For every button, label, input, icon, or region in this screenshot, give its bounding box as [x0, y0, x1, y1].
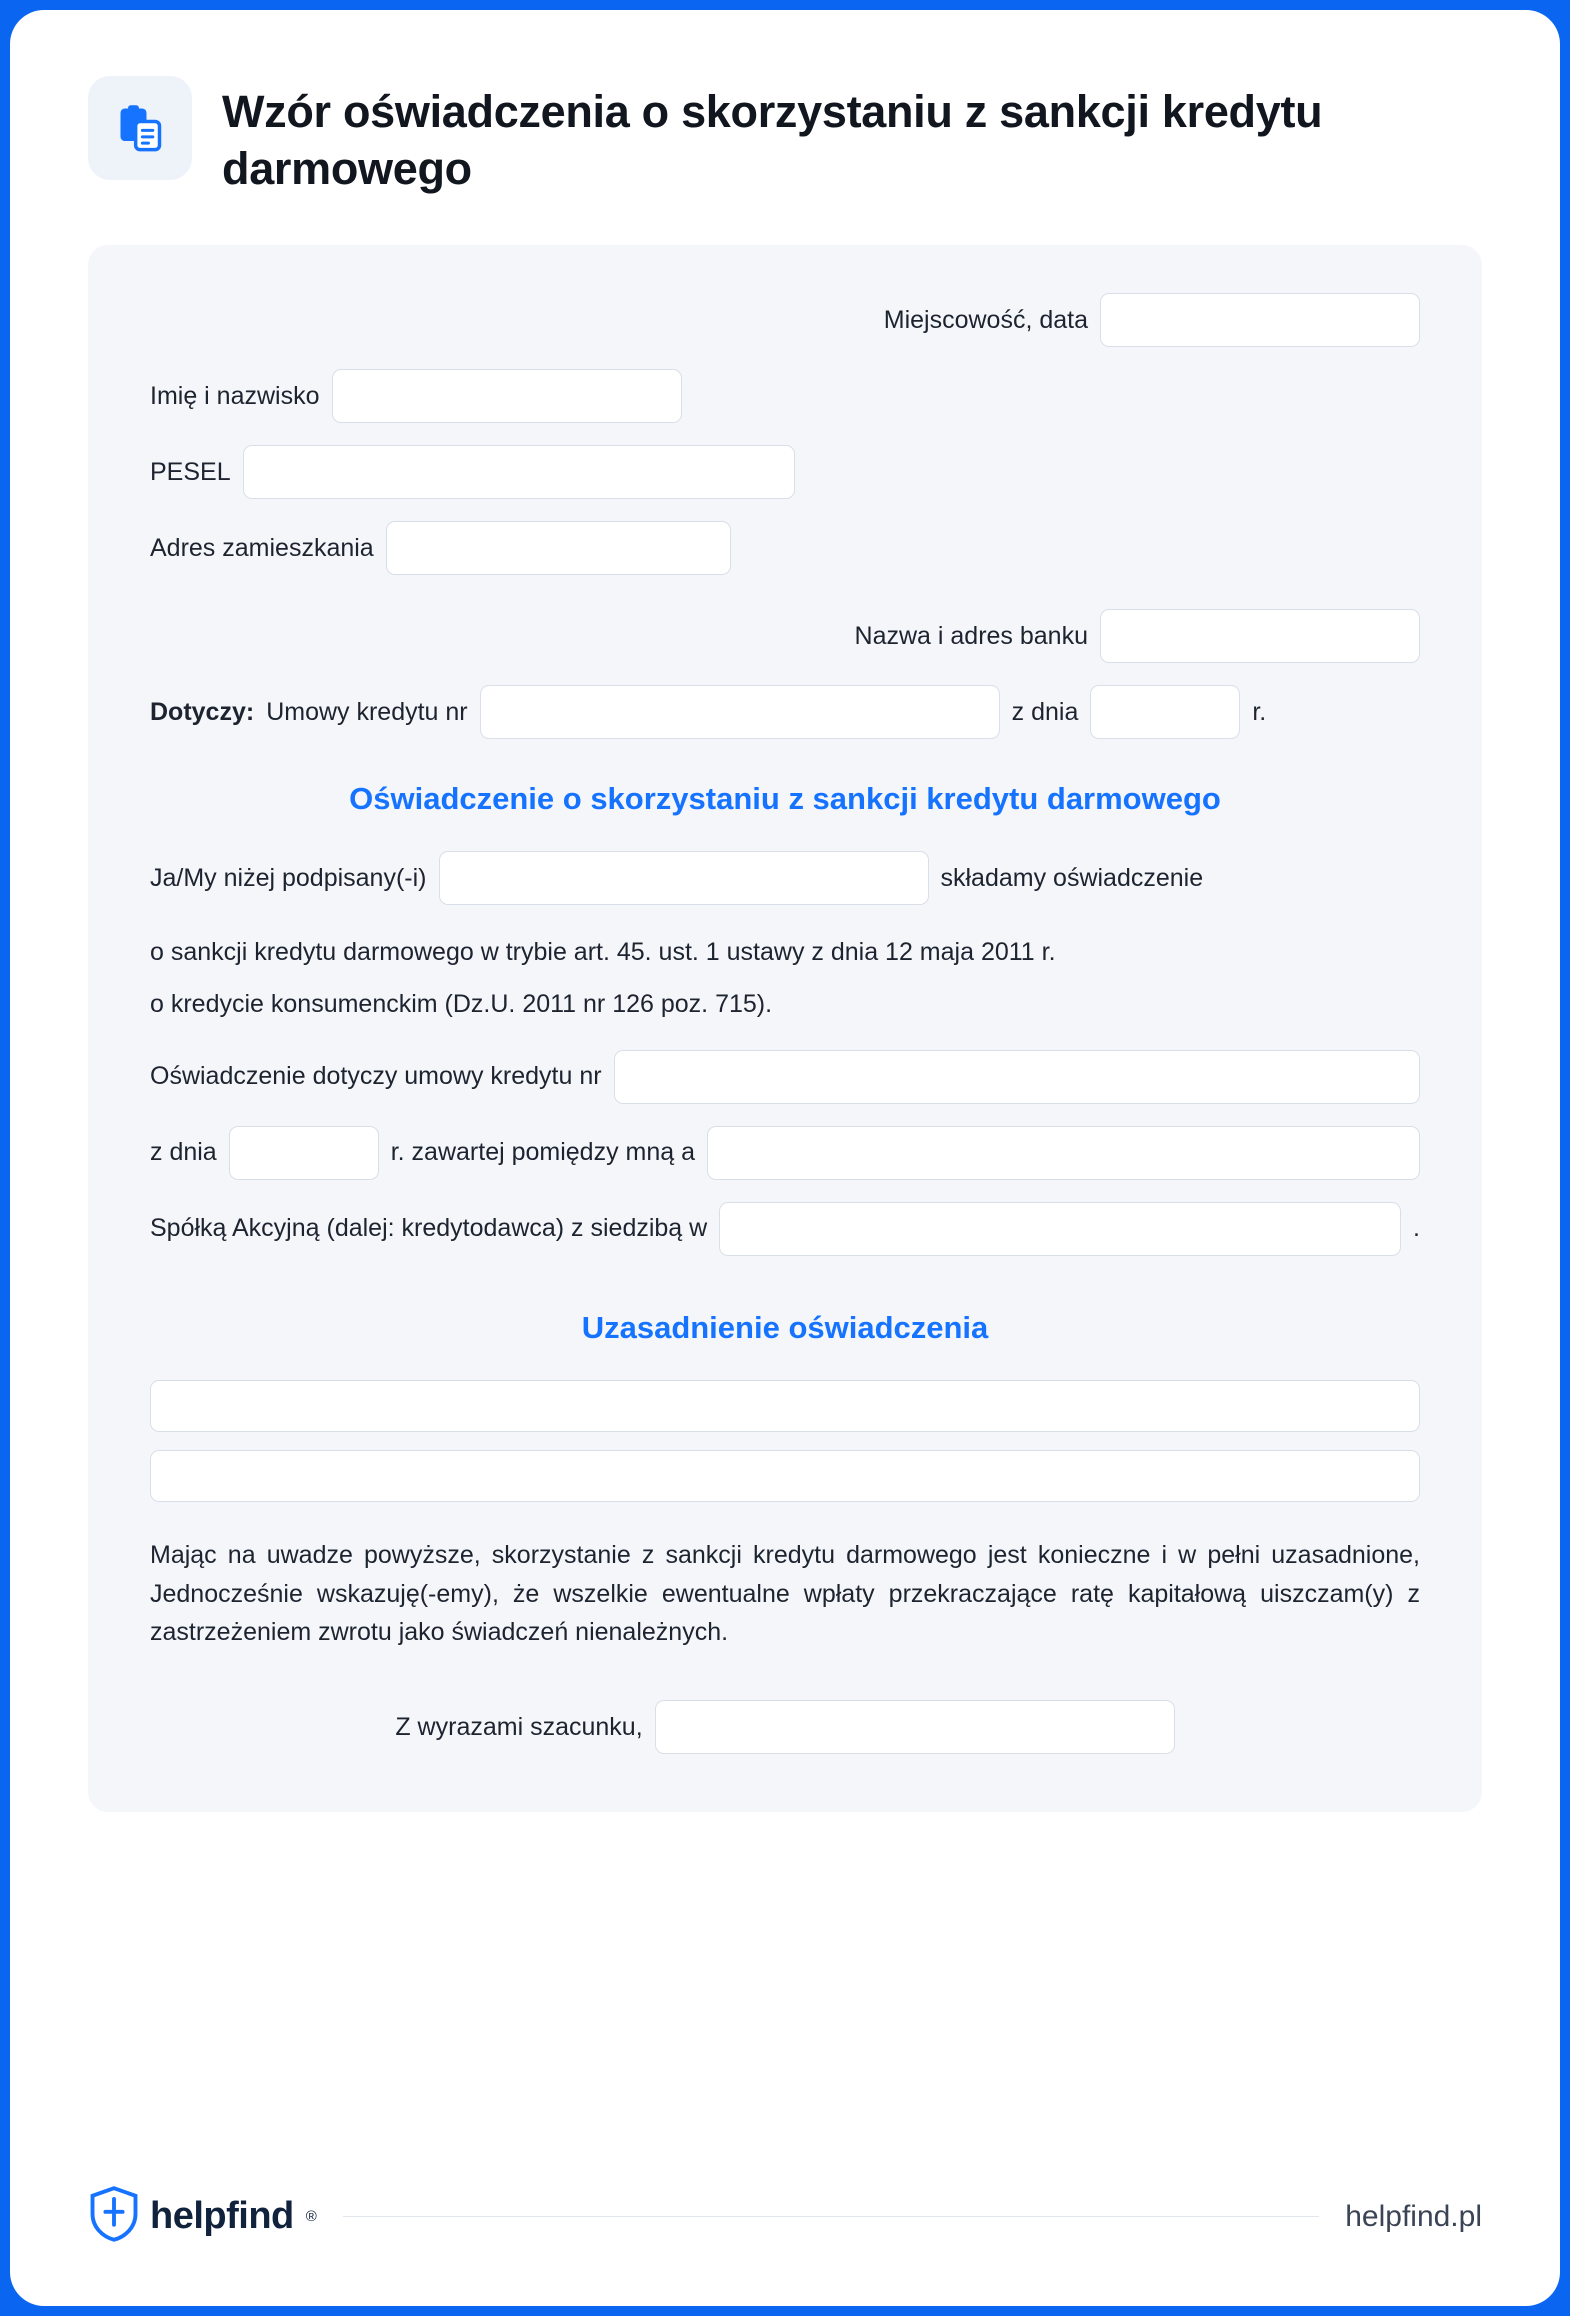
concerns-label: Dotyczy:	[150, 697, 255, 726]
declaration-line1-post: składamy oświadczenie	[940, 863, 1204, 892]
footer-divider	[343, 2216, 1319, 2217]
signoff-label: Z wyrazami szacunku,	[395, 1712, 643, 1741]
justification-input-1[interactable]	[150, 1380, 1420, 1432]
bank-label: Nazwa i adres banku	[854, 621, 1088, 650]
declaration-line1-pre: Ja/My niżej podpisany(-i)	[150, 863, 427, 892]
pesel-label: PESEL	[150, 457, 231, 486]
justification-heading: Uzasadnienie oświadczenia	[581, 1309, 989, 1345]
pesel-row	[150, 445, 1420, 499]
place-date-input[interactable]	[1100, 293, 1420, 347]
clipboard-document-icon	[88, 76, 192, 180]
document-header	[88, 62, 1482, 197]
declaration-line2: o sankcji kredytu darmowego w trybie art. 45. ust. 1 ustawy z dnia 12 maja 2011 r.	[150, 938, 1056, 967]
footer-url: helpfind.pl	[1345, 2199, 1482, 2233]
declaration-heading: Oświadczenie o skorzystaniu z sankcji kredytu darmowego	[349, 781, 1221, 817]
brand-registered-mark: ®	[305, 2208, 317, 2225]
seat-city-input[interactable]	[719, 1202, 1401, 1256]
justification-input-2[interactable]	[150, 1450, 1420, 1502]
declaration-line4-label: Oświadczenie dotyczy umowy kredytu nr	[150, 1062, 602, 1091]
declaration-line6-label: Spółką Akcyjną (dalej: kredytodawca) z siedzibą w	[150, 1214, 708, 1243]
pesel-input[interactable]	[243, 445, 795, 499]
declaration-line6-end: .	[1413, 1214, 1420, 1243]
signatory-input[interactable]	[439, 851, 929, 905]
address-label: Adres zamieszkania	[150, 533, 374, 562]
form-card	[88, 245, 1482, 1812]
contract-date-input[interactable]	[229, 1126, 379, 1180]
address-row	[150, 521, 1420, 575]
declaration-line5-pre: z dnia	[150, 1138, 217, 1167]
year-suffix: r.	[1252, 697, 1267, 726]
signature-input[interactable]	[655, 1700, 1175, 1754]
from-day-input[interactable]	[1090, 685, 1240, 739]
contract-number-input[interactable]	[614, 1050, 1420, 1104]
brand-name: helpfind	[150, 2195, 294, 2237]
name-input[interactable]	[332, 369, 682, 423]
declaration-line3: o kredycie konsumenckim (Dz.U. 2011 nr 126 poz. 715).	[150, 989, 773, 1018]
place-date-label: Miejscowość, data	[883, 305, 1088, 334]
brand-logo	[88, 2185, 317, 2248]
declaration-line5	[150, 1126, 1420, 1180]
closing-paragraph: Mając na uwadze powyższe, skorzystanie z sankcji kredytu darmowego jest konieczne i w pełni uzasadnione, Jednocześnie wskazuję(-emy), że wszelkie ewentualne wpłaty przekraczające ratę kapitałową uiszczam(y) z zastrzeżeniem zwrotu jako świadczeń nienależnych.	[150, 1540, 1420, 1647]
from-day-label: z dnia	[1011, 697, 1079, 726]
shield-logo-icon	[88, 2185, 140, 2248]
document-footer	[88, 2185, 1482, 2248]
counterparty-input[interactable]	[707, 1126, 1420, 1180]
declaration-line1	[150, 851, 1420, 905]
signoff-row	[150, 1700, 1420, 1754]
name-row	[150, 369, 1420, 423]
bank-row	[150, 609, 1420, 663]
declaration-line6	[150, 1202, 1420, 1256]
concerns-text: Umowy kredytu nr	[266, 697, 468, 726]
place-date-row	[150, 293, 1420, 347]
loan-number-input[interactable]	[480, 685, 1000, 739]
declaration-line5-mid: r. zawartej pomiędzy mną a	[390, 1138, 696, 1167]
address-input[interactable]	[386, 521, 731, 575]
document-page	[10, 10, 1560, 2306]
bank-input[interactable]	[1100, 609, 1420, 663]
declaration-line4	[150, 1050, 1420, 1104]
page-title: Wzór oświadczenia o skorzystaniu z sankcji kredytu darmowego	[222, 86, 1323, 194]
name-label: Imię i nazwisko	[150, 381, 320, 410]
concerns-row	[150, 685, 1420, 739]
